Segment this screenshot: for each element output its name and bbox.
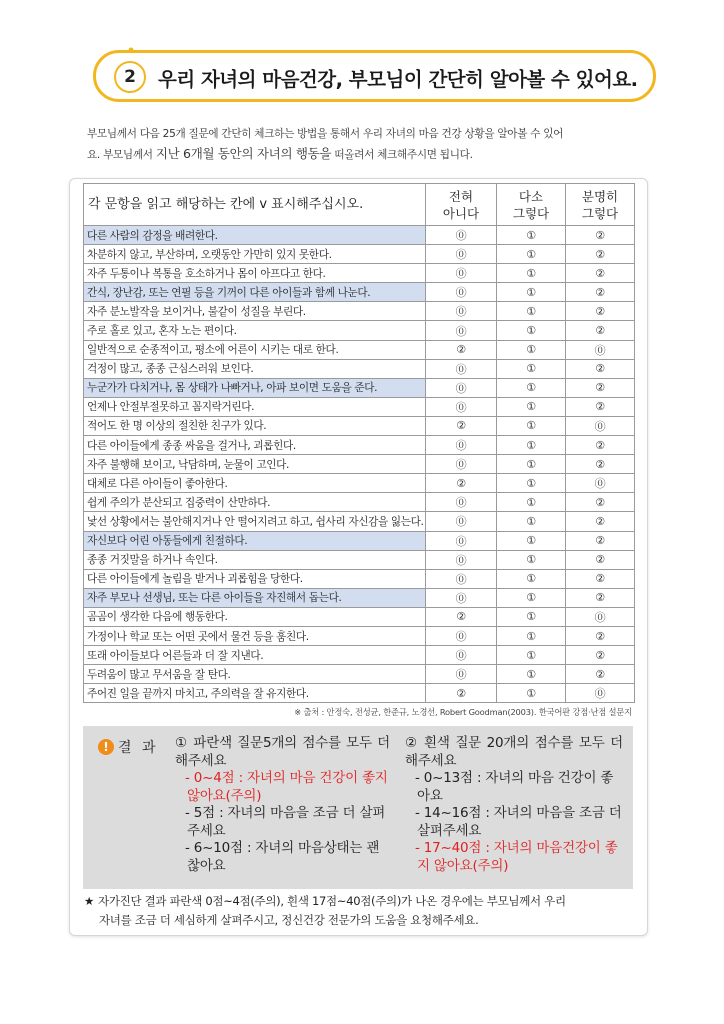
score-option[interactable]: ② [566, 512, 635, 531]
result-box [83, 726, 633, 889]
blue-score-item: - 6~10점 : 자녀의 마음상태는 괜찮아요 [185, 840, 380, 874]
table-row [84, 531, 635, 550]
score-option[interactable]: ⓪ [426, 626, 497, 645]
question-text: 누군가가 다치거나, 몸 상태가 나빠거나, 아파 보이면 도움을 준다. [84, 378, 426, 397]
score-option[interactable]: ⓪ [426, 512, 497, 531]
score-option[interactable]: ⓪ [566, 474, 635, 493]
score-option[interactable]: ① [497, 340, 566, 359]
score-option[interactable]: ② [566, 245, 635, 264]
table-row [84, 416, 635, 435]
score-option[interactable]: ① [497, 302, 566, 321]
score-option[interactable]: ② [566, 665, 635, 684]
score-option[interactable]: ② [566, 226, 635, 245]
table-header-row [84, 184, 635, 226]
score-option[interactable]: ② [566, 397, 635, 416]
question-text: 주로 홀로 있고, 혼자 노는 편이다. [84, 321, 426, 340]
score-option[interactable]: ⓪ [566, 684, 635, 703]
score-option[interactable]: ② [566, 493, 635, 512]
question-text: 곰곰이 생각한 다음에 행동한다. [84, 607, 426, 626]
score-option[interactable]: ⓪ [566, 607, 635, 626]
white-score-heading: ② 흰색 질문 20개의 점수를 모두 더해주세요 [405, 735, 623, 769]
column-header-somewhat: 다소 그렇다 [497, 184, 566, 226]
score-option[interactable]: ⓪ [426, 378, 497, 397]
score-option[interactable]: ② [566, 264, 635, 283]
white-score-item: - 17~40점 : 자녀의 마음건강이 좋지 않아요(주의) [415, 840, 618, 874]
score-option[interactable]: ① [497, 626, 566, 645]
question-text: 다른 아이들에게 종종 싸움을 걸거나, 괴롭힌다. [84, 436, 426, 455]
star-icon: ★ [84, 894, 95, 908]
score-option[interactable]: ② [566, 436, 635, 455]
score-option[interactable]: ⓪ [426, 226, 497, 245]
score-option[interactable]: ⓪ [426, 264, 497, 283]
table-row [84, 684, 635, 703]
footnote-line-1: 자가진단 결과 파란색 0점~4점(주의), 흰색 17점~40점(주의)가 나온 경우에는 부모님께서 우리 [98, 894, 566, 908]
table-row [84, 378, 635, 397]
decorative-dots-icon [128, 46, 148, 54]
instruction-header: 각 문항을 읽고 해당하는 칸에 v 표시해주십시오. [84, 184, 426, 226]
score-option[interactable]: ② [566, 588, 635, 607]
score-option[interactable]: ① [497, 321, 566, 340]
score-option[interactable]: ② [426, 340, 497, 359]
score-option[interactable]: ② [566, 302, 635, 321]
question-text: 자주 부모나 선생님, 또는 다른 아이들을 자진해서 돕는다. [84, 588, 426, 607]
score-option[interactable]: ② [566, 531, 635, 550]
score-option[interactable]: ⓪ [426, 436, 497, 455]
score-option[interactable]: ① [497, 493, 566, 512]
table-row [84, 436, 635, 455]
blue-score-heading: ① 파란색 질문5개의 점수를 모두 더해주세요 [175, 735, 390, 769]
table-row [84, 283, 635, 302]
score-option[interactable]: ⓪ [426, 646, 497, 665]
footnote-line-2: 자녀를 조금 더 세심하게 살펴주시고, 정신건강 전문가의 도움을 요청해주세요. [99, 913, 479, 927]
score-option[interactable]: ② [566, 569, 635, 588]
score-option[interactable]: ⓪ [426, 493, 497, 512]
table-row [84, 340, 635, 359]
score-option[interactable]: ② [566, 646, 635, 665]
score-option[interactable]: ⓪ [426, 550, 497, 569]
score-option[interactable]: ⓪ [566, 416, 635, 435]
question-text: 낯선 상황에서는 불안해지거나 안 떨어지려고 하고, 쉽사리 자신감을 잃는다. [84, 512, 426, 531]
question-text: 주어진 일을 끝까지 마치고, 주의력을 잘 유지한다. [84, 684, 426, 703]
score-option[interactable]: ① [497, 359, 566, 378]
question-text: 쉽게 주의가 분산되고 집중력이 산만하다. [84, 493, 426, 512]
score-option[interactable]: ⓪ [426, 665, 497, 684]
score-option[interactable]: ② [426, 607, 497, 626]
table-row [84, 665, 635, 684]
table-row [84, 302, 635, 321]
question-text: 자주 분노발작을 보이거나, 불같이 성질을 부린다. [84, 302, 426, 321]
questionnaire-table [83, 183, 635, 703]
score-option[interactable]: ② [426, 684, 497, 703]
section-title: 우리 자녀의 마음건강, 부모님이 간단히 알아볼 수 있어요. [158, 68, 638, 91]
score-option[interactable]: ② [566, 550, 635, 569]
footnote [84, 892, 639, 930]
score-option[interactable]: ② [566, 283, 635, 302]
table-row [84, 321, 635, 340]
score-option[interactable]: ② [426, 416, 497, 435]
white-score-column [405, 735, 623, 875]
table-row [84, 245, 635, 264]
question-text: 자신보다 어린 아동들에게 친절하다. [84, 531, 426, 550]
score-option[interactable]: ② [566, 378, 635, 397]
score-option[interactable]: ⓪ [426, 569, 497, 588]
warning-icon: ! [98, 739, 114, 755]
question-text: 언제나 안절부절못하고 꼼지락거린다. [84, 397, 426, 416]
intro-line-2c: 떠올려서 체크해주시면 됩니다. [331, 149, 473, 161]
score-option[interactable]: ⓪ [426, 588, 497, 607]
score-option[interactable]: ⓪ [426, 302, 497, 321]
score-option[interactable]: ① [497, 531, 566, 550]
score-option[interactable]: ① [497, 245, 566, 264]
score-option[interactable]: ② [426, 474, 497, 493]
table-row [84, 646, 635, 665]
blue-score-item: - 0~4점 : 자녀의 마음 건강이 좋지 않아요(주의) [185, 770, 388, 804]
question-text: 걱정이 많고, 종종 근심스러워 보인다. [84, 359, 426, 378]
blue-score-item: - 5점 : 자녀의 마음을 조금 더 살펴주세요 [185, 805, 386, 839]
table-row [84, 626, 635, 645]
question-text: 자주 불행해 보이고, 낙담하며, 눈물이 고인다. [84, 455, 426, 474]
table-row [84, 493, 635, 512]
question-text: 또래 아이들보다 어른들과 더 잘 지낸다. [84, 646, 426, 665]
white-score-item: - 14~16점 : 자녀의 마음을 조금 더 살펴주세요 [415, 805, 622, 839]
score-option[interactable]: ⓪ [566, 340, 635, 359]
score-option[interactable]: ① [497, 646, 566, 665]
score-option[interactable]: ② [566, 321, 635, 340]
table-row [84, 397, 635, 416]
question-text: 차분하지 않고, 부산하며, 오랫동안 가만히 있지 못한다. [84, 245, 426, 264]
score-option[interactable]: ① [497, 397, 566, 416]
score-option[interactable]: ⓪ [426, 455, 497, 474]
question-text: 다른 아이들에게 놀림을 받거나 괴롭힘을 당한다. [84, 569, 426, 588]
intro-line-2b: 지난 6개월 동안의 자녀의 행동을 [155, 146, 332, 161]
question-text: 다른 사람의 감정을 배려한다. [84, 226, 426, 245]
score-option[interactable]: ① [497, 607, 566, 626]
intro-paragraph [87, 124, 667, 165]
question-text: 일반적으로 순종적이고, 평소에 어른이 시키는 대로 한다. [84, 340, 426, 359]
question-text: 간식, 장난감, 또는 연필 등을 기꺼이 다른 아이들과 함께 나눈다. [84, 283, 426, 302]
score-option[interactable]: ⓪ [426, 321, 497, 340]
score-option[interactable]: ① [497, 378, 566, 397]
score-option[interactable]: ① [497, 436, 566, 455]
table-row [84, 588, 635, 607]
table-row [84, 607, 635, 626]
score-option[interactable]: ① [497, 474, 566, 493]
intro-line-2a: 요. 부모님께서 [87, 149, 156, 161]
question-text: 종종 거짓말을 하거나 속인다. [84, 550, 426, 569]
question-text: 적어도 한 명 이상의 절친한 친구가 있다. [84, 416, 426, 435]
score-option[interactable]: ① [497, 665, 566, 684]
table-row [84, 512, 635, 531]
table-row [84, 550, 635, 569]
section-number: 2 [114, 61, 146, 93]
question-text: 두려움이 많고 무서움을 잘 탄다. [84, 665, 426, 684]
table-row [84, 455, 635, 474]
question-text: 가정이나 학교 또는 어떤 곳에서 물건 등을 훔친다. [84, 626, 426, 645]
question-text: 대체로 다른 아이들이 좋아한다. [84, 474, 426, 493]
score-option[interactable]: ① [497, 226, 566, 245]
section-banner [93, 50, 656, 102]
score-option[interactable]: ⓪ [426, 397, 497, 416]
column-header-never: 전혀 아니다 [426, 184, 497, 226]
score-option[interactable]: ② [566, 455, 635, 474]
score-option[interactable]: ① [497, 283, 566, 302]
score-option[interactable]: ① [497, 569, 566, 588]
table-row [84, 264, 635, 283]
score-option[interactable]: ⓪ [426, 283, 497, 302]
score-option[interactable]: ① [497, 512, 566, 531]
score-option[interactable]: ⓪ [426, 359, 497, 378]
score-option[interactable]: ① [497, 416, 566, 435]
source-citation: ※ 출처 : 안정숙, 전성균, 한준규, 노경선, Robert Goodman(2003). 한국어판 강점·난점 설문지 [294, 707, 632, 717]
score-option[interactable]: ② [566, 626, 635, 645]
score-option[interactable]: ① [497, 588, 566, 607]
score-option[interactable]: ⓪ [426, 245, 497, 264]
score-option[interactable]: ① [497, 550, 566, 569]
question-text: 자주 두통이나 복통을 호소하거나 몸이 아프다고 한다. [84, 264, 426, 283]
table-row [84, 359, 635, 378]
column-header-certainly: 분명히 그렇다 [566, 184, 635, 226]
white-score-item: - 0~13점 : 자녀의 마음 건강이 좋아요 [415, 770, 614, 804]
result-label: 결 과 [118, 740, 159, 756]
table-row [84, 474, 635, 493]
blue-score-column [175, 735, 390, 875]
score-option[interactable]: ① [497, 455, 566, 474]
score-option[interactable]: ① [497, 684, 566, 703]
score-option[interactable]: ① [497, 264, 566, 283]
table-row [84, 226, 635, 245]
intro-line-1: 부모님께서 다음 25개 질문에 간단히 체크하는 방법을 통해서 우리 자녀의 마음 건강 상황을 알아볼 수 있어 [87, 128, 564, 140]
score-option[interactable]: ② [566, 359, 635, 378]
table-row [84, 569, 635, 588]
score-option[interactable]: ⓪ [426, 531, 497, 550]
